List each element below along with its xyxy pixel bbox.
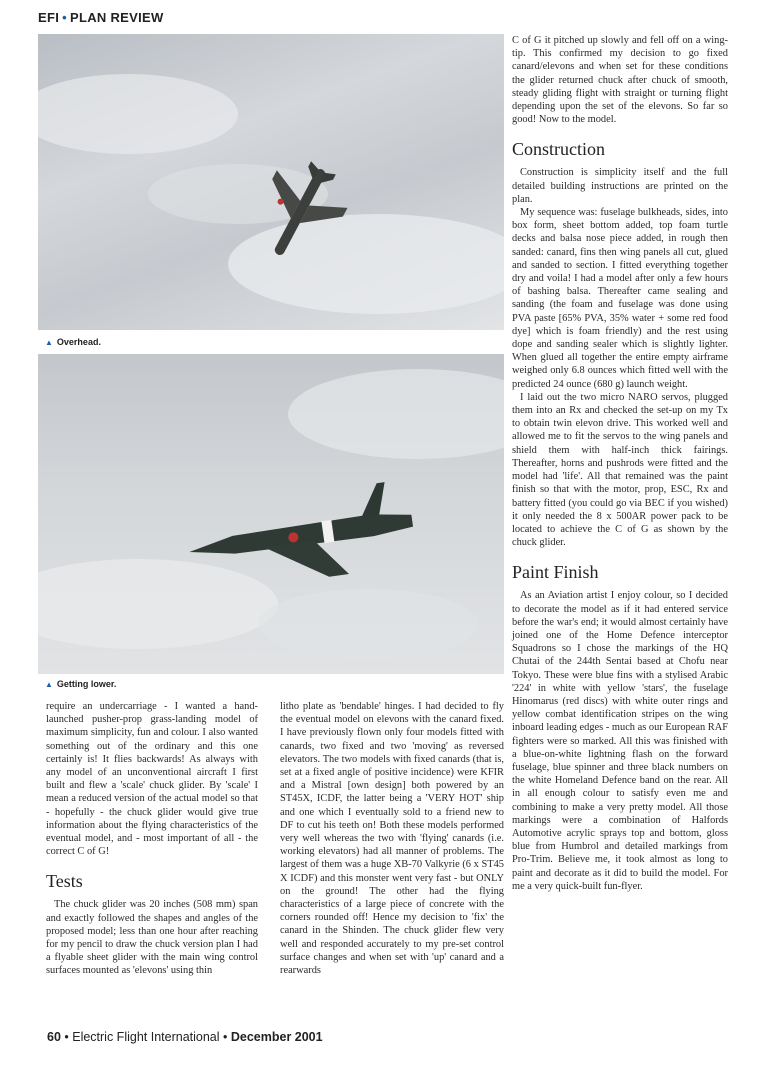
aircraft-lower-illustration [38,354,504,674]
paragraph: I laid out the two micro NARO servos, plugged them into an Rx and checked the set-up on my Tx to obtain twin elevon drive. This worked well and allowed me to fit the servos to the wing panels and shield them with half-inch thick fairings. Thereafter, horns and pushrods were fitted and the model had 'life'. All that remained was the paint finish so that with the motor, prop, ESC, Rx and battery fitted (you could go via BEC if you wished) it only needed the 8 x 500AR power pack to be located to achieve the C of G as shown by the chuck glider. [512,391,728,549]
photo-getting-lower [38,354,504,674]
page-footer: 60 • Electric Flight International • December 2001 [47,1030,323,1044]
text-column-3 [512,34,728,893]
issue-date: December 2001 [230,1030,323,1044]
page-number: 60 [47,1030,61,1044]
magazine-name: Electric Flight International [72,1030,220,1044]
section-label: EFI [38,10,60,25]
triangle-marker-icon: ▲ [45,338,53,347]
text-column-1 [46,700,258,978]
heading-paint-finish: Paint Finish [512,562,599,583]
paragraph: Construction is simplicity itself and the full detailed building instructions are printed on the plan. [512,167,728,205]
heading-construction: Construction [512,139,605,160]
paragraph: C of G it pitched up slowly and fell off on a wing-tip. This confirmed my decision to go fixed canard/elevons and when set for these conditions the glider returned chuck after chuck of smooth, steady gliding flight with straight or turning flight depending upon the set of the elevons. So far so good! Now to the model. [512,35,728,126]
caption-getting-lower: ▲ Getting lower. [45,679,117,689]
paragraph: require an undercarriage - I wanted a hand-launched pusher-prop grass-landing model of maximum simplicity, fun and colour. I also wanted something out of the ordinary and this one certainly is! It flies backwards! As always with any model of an unconventional aircraft I first built and flew a 'scale' chuck glider. By 'scale' I mean a reduced version of the actual model so that - hopefully - the chuck glider would give true information about the flying characteristics of the eventual model, and - most important of all - the correct C of G! [46,701,258,858]
caption-overhead: ▲ Overhead. [45,337,101,347]
photo-overhead [38,34,504,330]
section-title: PLAN REVIEW [69,10,164,25]
triangle-marker-icon: ▲ [45,680,53,689]
paragraph: litho plate as 'bendable' hinges. I had decided to fly the eventual model on elevons with the canard fixed. I have previously flown only four models fitted with canards, two fixed and two 'moving' as reversed elevators. The two models with fixed canards (that is, set at a fixed angle of positive incidence) were KFIR and a Mistral [own design] both powered by an ST45X, ICDF, the latter being a 'VERY HOT' ship and one which I eventually sold to a friend new to DF to cut his teeth on! Both these models performed very well whereas the two with 'flying' canards (i.e. working elevators) had all manner of problems. The largest of them was a huge XB-70 Valkyrie (6 x ST45 X ICDF) and this monster went very fast - but ONLY on the ground! The other had the flying characteristics of a large piece of concrete with the corners rounded off! Hence my decision to 'fix' the canard in the Shinden. The chuck glider flew very well and responded accurately to my pre-set control surface changes and when set with 'up' canard and a rearwards [280,701,504,977]
paragraph: My sequence was: fuselage bulkheads, sides, into box form, sheet bottom added, top foam turtle decks and balsa nose piece added, in rough then sanded: canard, fins then wing panels all cut, glued and sanded to section. I fitted everything together dry and voila! I had a model after only a few hours of bashing balsa. Thereafter came sealing and sanding (the foam and fuselage was done using PVA paste [65% PVA, 35% water + some red food dye] which is foam friendly) and the rest using dope and sanding sealer which is slightly lighter. When glued all together the entire empty airframe weighed only 6.8 ounces which fitted well with the predicted 24 ounce (680 g) launch weight. [512,207,728,390]
paragraph: As an Aviation artist I enjoy colour, so I decided to decorate the model as if it had entered service before the war's end; it would almost certainly have joined one of the Home Defence interceptor Squadrons so I chose the markings of the HQ Chutai of the 244th Sentai based at Chofu near Tokyo. These were blue fins with a stylised Arabic '224' in white with yellow 'stars', the fuselage Hinomarus (red discs) with white outer rings and yellow combat identification stripes on the wing inboard leading edges - much as our European RAF fighters were so marked. All this was finished with a blue-on-white lightning flash on the forward fuselage, blue spinner and three black numbers on the white Homeland Defence band on the rear. All in all enough colour to satisfy even me and combining to make a very pretty model. All those markings were a combination of Halfords Automotive acrylic sprays top and bottom, gloss blue from Humbrol and detailed markings from Pro-Trim. Believe me, it took almost as long to paint and decorate as it did to build the model. For me a very quick-built fun-flyer. [512,590,728,892]
page-header: EFI • PLAN REVIEW [38,10,164,25]
aircraft-overhead-illustration [38,34,504,330]
heading-tests: Tests [46,871,83,892]
paragraph: The chuck glider was 20 inches (508 mm) span and exactly followed the shapes and angles of the proposed model; less than one hour after reaching for my pencil to draw the chuck version plan I had a flyable sheet glider with the main wing control surfaces mounted as 'elevons' using thin [46,899,258,977]
text-column-2 [280,700,504,977]
